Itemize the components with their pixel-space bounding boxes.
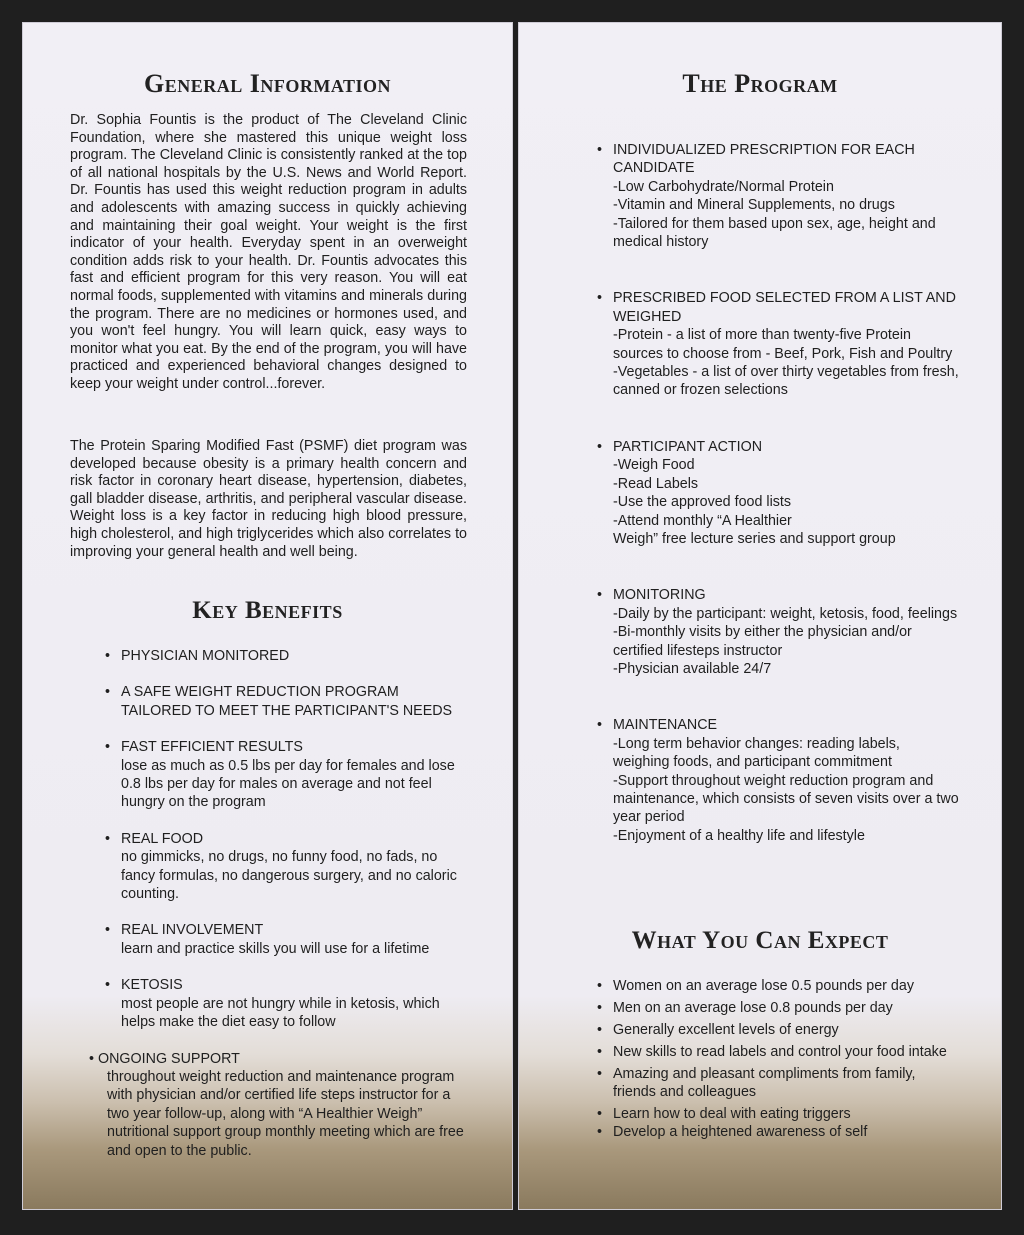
bullet-icon: • (597, 142, 603, 158)
general-information-paragraph-1: Dr. Sophia Fountis is the product of The Cleveland Clinic Foundation, where she mastered this unique weight loss program. The Cleveland Clinic is consistently ranked at the top of all national hospitals by the U.S. News and World Report. Dr. Fountis has used this weight reduction program in adults and adolescents with amazing success in quickly achieving and maintaining their goal weight. Your weight is the first indicator of your health. Everyday spent in an overweight condition adds risk to your health. Dr. Fountis advocates this fast and efficient program for this very reason. You will eat normal foods, supplemented with vitamins and minerals during the program. There are no medicines or hormones used, and you won't feel hungry. You will learn quick, easy ways to monitor what you eat. By the end of the program, you will have practiced and experienced behavioral changes designed to keep your weight under control...forever. (70, 112, 467, 392)
bullet-icon: • (105, 830, 111, 847)
program-item: • INDIVIDUALIZED PRESCRIPTION FOR EACH CANDIDATE -Low Carbohydrate/Normal Protein -Vitamin and Mineral Supplements, no drugs -Tailored for them based upon sex, age, height and medical history (597, 142, 936, 251)
key-benefits-list (89, 647, 465, 1160)
bullet-icon: • (105, 648, 111, 664)
bullet-icon: • (597, 1044, 603, 1060)
right-panel (518, 22, 1002, 1210)
expect-item: • Women on an average lose 0.5 pounds per day (597, 978, 914, 994)
expect-item: • Develop a heightened awareness of self (597, 1124, 868, 1140)
bullet-icon: • (597, 290, 603, 307)
benefit-item: • KETOSIS most people are not hungry while in ketosis, which helps make the diet easy to follow (105, 977, 440, 1031)
bullet-icon: • (105, 977, 111, 994)
benefit-item: • A SAFE WEIGHT REDUCTION PROGRAM TAILORED TO MEET THE PARTICIPANT'S NEEDS (105, 684, 453, 719)
bullet-icon: • (597, 1106, 603, 1122)
left-panel (22, 22, 513, 1210)
expect-item: • Amazing and pleasant compliments from family, friends and colleagues (597, 1066, 916, 1100)
bullet-icon: • (597, 1066, 603, 1082)
bullet-icon: • (597, 587, 603, 604)
expect-item: • New skills to read labels and control your food intake (597, 1044, 947, 1060)
expect-item: • Men on an average lose 0.8 pounds per day (597, 1000, 893, 1016)
program-item: • PARTICIPANT ACTION -Weigh Food -Read Labels -Use the approved food lists -Attend monthly “A Healthier Weigh” free lecture series and support group (597, 438, 896, 547)
expect-list (597, 977, 959, 1145)
bullet-icon: • (597, 438, 603, 455)
benefit-item: • PHYSICIAN MONITORED (105, 648, 290, 664)
expect-item: • Learn how to deal with eating triggers (597, 1106, 851, 1122)
program-item: • MAINTENANCE -Long term behavior changes: reading labels, weighing foods, and participant commitment -Support throughout weight reduction program and maintenance, which consists of seven visits over a two year period -Enjoyment of a healthy life and lifestyle (597, 717, 959, 844)
bullet-icon: • (597, 1022, 603, 1038)
key-benefits-heading: Key Benefits (192, 597, 343, 624)
bullet-icon: • (105, 684, 111, 701)
benefit-item: • FAST EFFICIENT RESULTS lose as much as 0.5 lbs per day for females and lose 0.8 lbs per day for males on average and not feel hungry on the program (105, 739, 455, 811)
bullet-icon: • (597, 1124, 603, 1140)
bullet-icon: • (105, 739, 111, 756)
bullet-icon: • (105, 922, 111, 939)
benefit-item: • REAL FOOD no gimmicks, no drugs, no funny food, no fads, no fancy formulas, no dangerous surgery, and no caloric counting. (105, 830, 457, 903)
bullet-icon: • (597, 717, 603, 734)
general-information-heading: General Information (143, 69, 391, 98)
bullet-icon: • (597, 1000, 603, 1016)
program-list (597, 141, 959, 883)
program-item: • PRESCRIBED FOOD SELECTED FROM A LIST AND WEIGHED -Protein - a list of more than twenty-five Protein sources to choose from - Beef, Pork, Fish and Poultry -Vegetables - a list of over thirty vegetables from fresh, canned or frozen selections (597, 290, 959, 399)
bullet-icon: • (597, 978, 603, 994)
expect-item: • Generally excellent levels of energy (597, 1022, 839, 1038)
the-program-heading: The Program (682, 69, 838, 98)
benefit-item: • ONGOING SUPPORT throughout weight reduction and maintenance program with physician and/or certified life steps instructor for a two year follow-up, along with “A Healthier Weigh” nutritional support group monthly meeting which are free and open to the public. (89, 1050, 464, 1159)
benefit-item: • REAL INVOLVEMENT learn and practice skills you will use for a lifetime (105, 922, 430, 957)
bullet-icon: • (89, 1050, 98, 1067)
what-you-can-expect-heading: What You Can Expect (631, 927, 889, 954)
program-item: • MONITORING -Daily by the participant: weight, ketosis, food, feelings -Bi-monthly visits by either the physician and/or certified lifesteps instructor -Physician available 24/7 (597, 587, 958, 677)
general-information-paragraph-2: The Protein Sparing Modified Fast (PSMF) diet program was developed because obesity is a primary health concern and risk factor in coronary heart disease, hypertension, diabetes, gall bladder disease, arthritis, and peripheral vascular disease. Weight loss is a key factor in reducing high blood pressure, high cholesterol, and high triglycerides which also correlates to improving your general health and well being. (70, 438, 467, 560)
